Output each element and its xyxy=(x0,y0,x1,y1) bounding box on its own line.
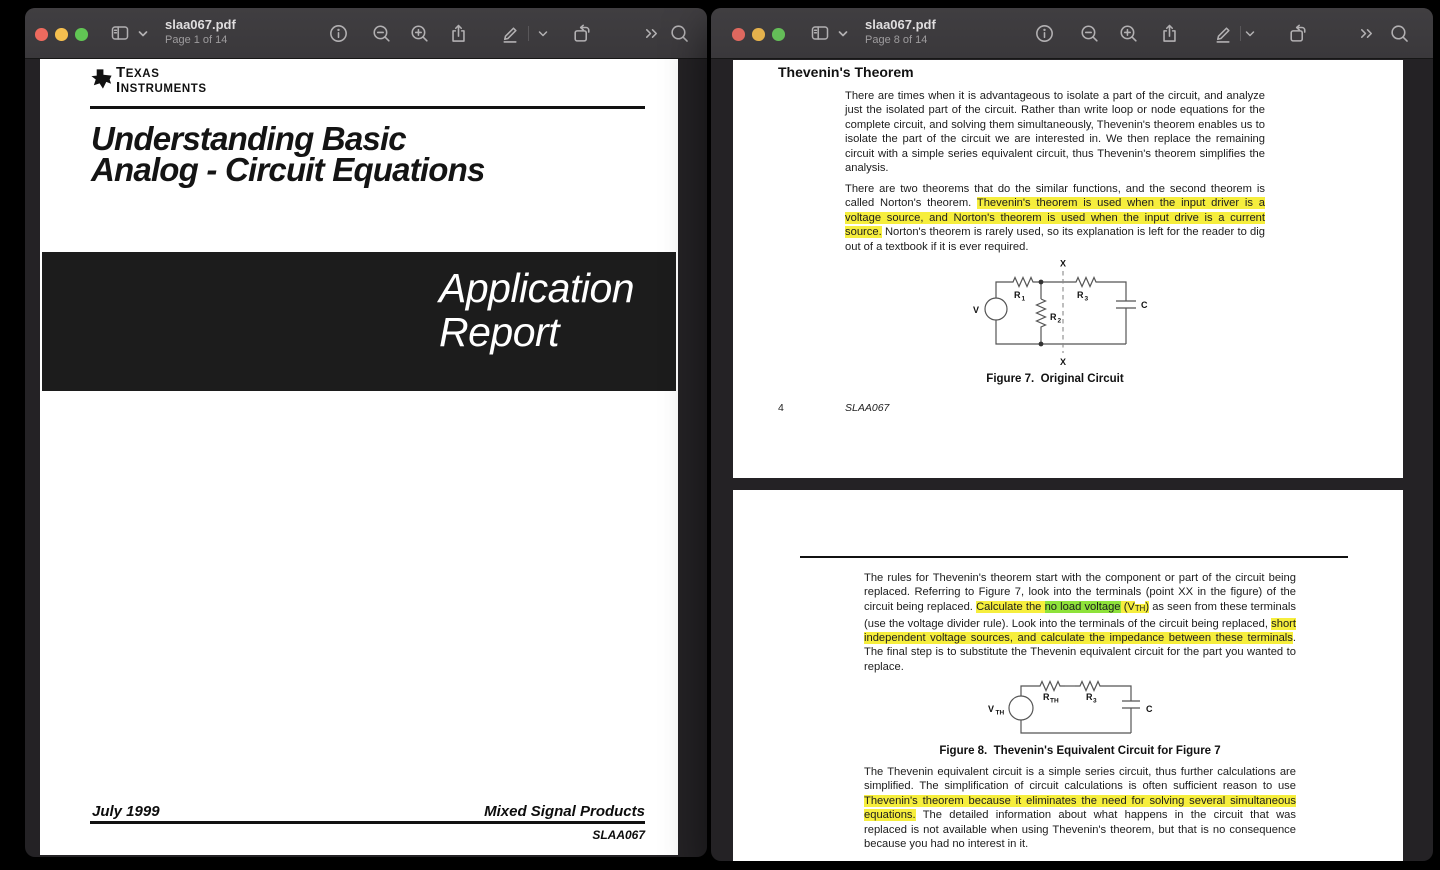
sidebar-toggle-button[interactable] xyxy=(109,23,149,48)
figure7-circuit-diagram xyxy=(961,257,1161,374)
page-number: 4 xyxy=(778,402,784,414)
svg-text:3: 3 xyxy=(1084,295,1089,303)
share-icon[interactable] xyxy=(1159,23,1180,44)
sidebar-icon xyxy=(809,23,831,48)
document-number: SLAA067 xyxy=(845,402,890,414)
markup-icon[interactable] xyxy=(1212,23,1233,44)
more-toolbar-icon[interactable] xyxy=(641,23,662,44)
label-v: V xyxy=(973,305,980,315)
markup-icon[interactable] xyxy=(499,23,520,44)
rotate-icon[interactable] xyxy=(571,23,592,44)
label-r1: R xyxy=(1014,290,1021,300)
chevron-down-icon[interactable] xyxy=(536,27,550,41)
traffic-lights xyxy=(35,28,88,41)
titlebar[interactable] xyxy=(711,8,1433,59)
label-x-top: X xyxy=(1059,258,1067,269)
preview-window-left xyxy=(25,8,707,857)
label-c: C xyxy=(1141,300,1148,310)
zoom-out-icon[interactable] xyxy=(1079,23,1100,44)
share-icon[interactable] xyxy=(448,23,469,44)
titlebar[interactable] xyxy=(25,8,707,59)
report-banner-text: Application Report xyxy=(439,265,635,355)
label-vth: V xyxy=(988,704,995,714)
chevron-down-icon[interactable] xyxy=(1243,27,1257,41)
pdf-page-5 xyxy=(733,490,1403,861)
label-r3: R xyxy=(1086,692,1093,702)
chevron-down-icon xyxy=(837,27,849,45)
divider xyxy=(90,821,645,824)
search-icon[interactable] xyxy=(1389,23,1410,44)
svg-text:3: 3 xyxy=(1093,697,1097,705)
ti-logo-icon xyxy=(90,68,113,90)
divider xyxy=(800,556,1348,558)
svg-text:2: 2 xyxy=(1057,317,1062,325)
figure7-caption: Figure 7. Original Circuit xyxy=(986,373,1124,385)
svg-text:TH: TH xyxy=(1050,697,1059,705)
window-title: slaa067.pdf xyxy=(865,17,936,32)
document-number: SLAA067 xyxy=(592,828,645,842)
svg-text:TH: TH xyxy=(995,709,1005,717)
paragraph-with-highlights: There are two theorems that do the similar functions, and the second theorem is called Norton's theorem. Thevenin's theorem is used when the input driver is a voltage source, and Norton's theorem is used when the input drive is a current source. Norton's theorem is rarely used, so its explanation is left for the reader to dig out of a textbook if it is ever required. xyxy=(845,183,1265,253)
label-rth: R xyxy=(1043,692,1050,702)
window-title-group xyxy=(165,16,236,47)
brand-line-1: TEXAS xyxy=(116,64,160,81)
toolbar-separator xyxy=(528,26,529,41)
zoom-in-icon[interactable] xyxy=(1118,23,1139,44)
info-icon[interactable] xyxy=(1034,23,1055,44)
paragraph-with-highlights: The rules for Thevenin's theorem start with the component or part of the circuit being replaced. Referring to Figure 7, look into the terminals (point XX in the figure) of the circuit being replaced. Calculate the no load voltage (VTH) as seen from these terminals (use the voltage divider rule). Look into the terminals of the circuit being replaced, short independent voltage sources, and calculate the impedance between these terminals. The final step is to substitute the Thevenin equivalent circuit for the part you wanted to replace. xyxy=(864,572,1297,673)
search-icon[interactable] xyxy=(669,23,690,44)
pdf-page-4 xyxy=(733,60,1403,478)
report-banner xyxy=(42,252,676,391)
paragraph-with-highlights: The Thevenin equivalent circuit is a simple series circuit, thus further calculations are simplified. The simplification of circuit calculations is often sufficient reason to use Thevenin's theorem because it eliminates the need for solving several simultaneous equations. The detailed information about what happens in the circuit that was replaced is not available when using Thevenin's theorem, but that is no consequence because you had no interest in it. xyxy=(864,766,1296,851)
label-r3: R xyxy=(1077,290,1084,300)
pdf-page-cover xyxy=(40,59,678,855)
rotate-icon[interactable] xyxy=(1287,23,1308,44)
label-x-bottom: X xyxy=(1059,357,1067,367)
sidebar-icon xyxy=(109,23,131,48)
page-indicator: Page 1 of 14 xyxy=(165,34,228,46)
figure8-circuit-diagram xyxy=(983,676,1178,753)
traffic-lights xyxy=(732,28,785,41)
chevron-down-icon xyxy=(137,27,149,45)
label-r2: R xyxy=(1050,312,1057,322)
svg-text:1: 1 xyxy=(1021,295,1026,303)
zoom-out-icon[interactable] xyxy=(371,23,392,44)
window-title-group xyxy=(865,16,936,47)
zoom-window-icon[interactable] xyxy=(75,28,88,41)
product-division: Mixed Signal Products xyxy=(484,803,645,820)
info-icon[interactable] xyxy=(328,23,349,44)
close-icon[interactable] xyxy=(732,28,745,41)
zoom-window-icon[interactable] xyxy=(772,28,785,41)
divider xyxy=(90,106,645,109)
figure8-caption: Figure 8. Thevenin's Equivalent Circuit for Figure 7 xyxy=(939,745,1221,757)
preview-window-right xyxy=(711,8,1433,861)
document-title: Understanding Basic Analog - Circuit Equations xyxy=(91,120,485,188)
label-c: C xyxy=(1146,704,1153,714)
paragraph: There are times when it is advantageous to isolate a part of the circuit, and analyze just the isolated part of the circuit. Rather than write loop or node equations for the complete circuit, and solving them simultaneously, Thevenin's theorem enables us to isolate the part of the circuit we are interested in. We then replace the remaining circuit with a simple series equivalent circuit, thus Thevenin's theorem simplifies the analysis. xyxy=(845,90,1265,175)
page-indicator: Page 8 of 14 xyxy=(865,34,928,46)
sidebar-toggle-button[interactable] xyxy=(809,23,849,48)
window-title: slaa067.pdf xyxy=(165,17,236,32)
publish-date: July 1999 xyxy=(92,803,160,820)
section-heading: Thevenin's Theorem xyxy=(778,64,914,80)
minimize-icon[interactable] xyxy=(55,28,68,41)
more-toolbar-icon[interactable] xyxy=(1356,23,1377,44)
close-icon[interactable] xyxy=(35,28,48,41)
brand-line-2: INSTRUMENTS xyxy=(116,79,207,96)
ti-brand xyxy=(90,66,207,96)
zoom-in-icon[interactable] xyxy=(409,23,430,44)
minimize-icon[interactable] xyxy=(752,28,765,41)
toolbar-separator xyxy=(1240,26,1241,41)
